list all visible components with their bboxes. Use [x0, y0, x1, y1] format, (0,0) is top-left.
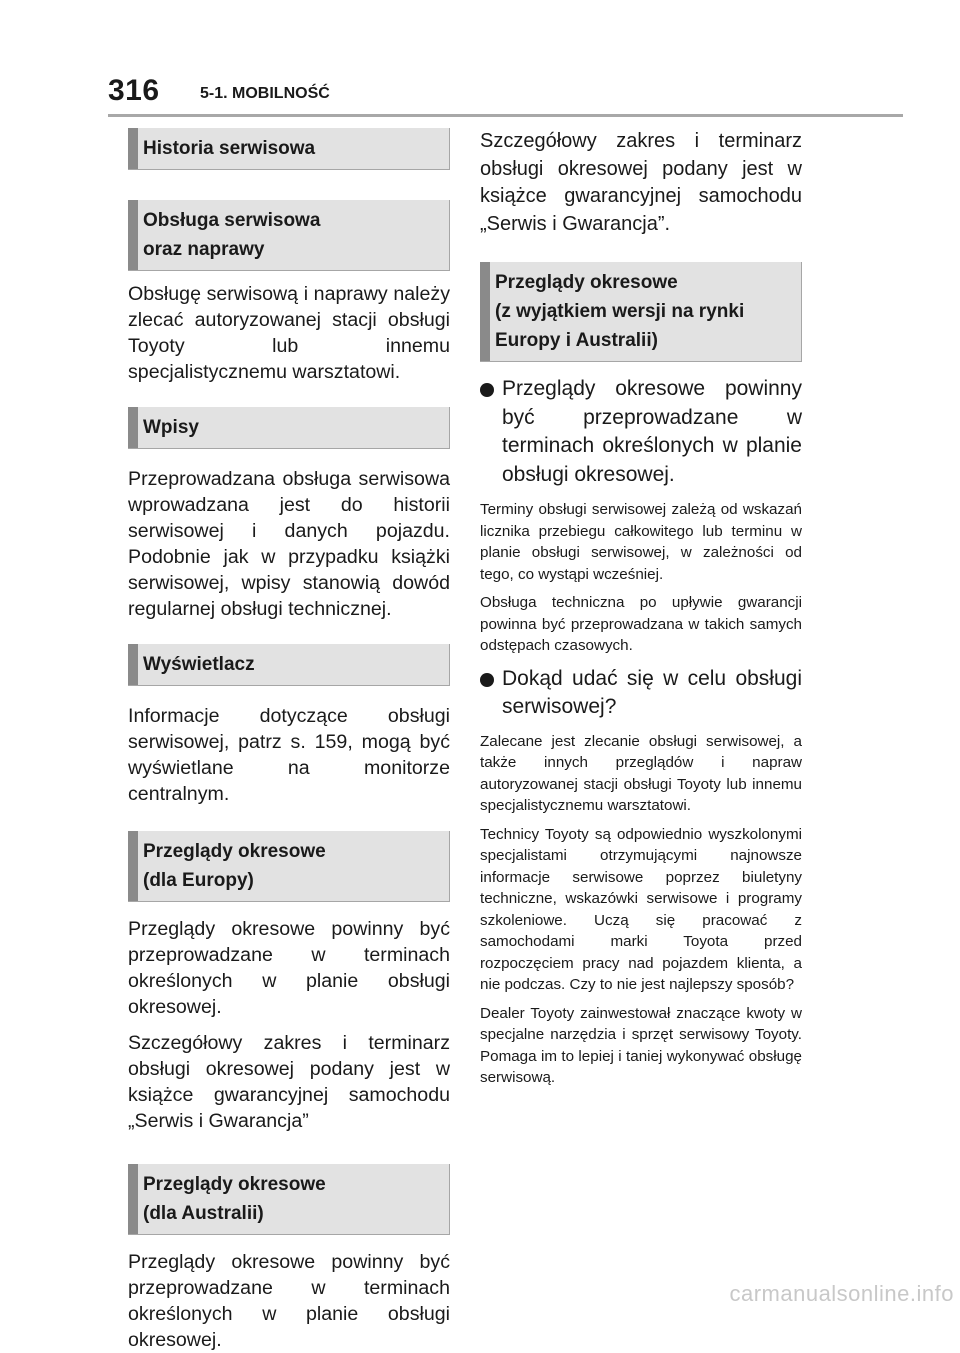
heading-line: (z wyjątkiem wersji na rynki	[495, 301, 745, 322]
section-heading-australia	[128, 1164, 450, 1235]
heading-line: oraz naprawy	[143, 239, 265, 260]
chapter-title: 5-1. MOBILNOŚĆ	[200, 85, 330, 102]
section-heading-obsluga	[128, 200, 450, 271]
bullet-text: Przeglądy okresowe powinny być przeprowadzane w terminach określonych w planie obsługi okresowej.	[502, 377, 802, 486]
heading-line: (dla Europy)	[143, 870, 254, 891]
paragraph: Przeprowadzana obsługa serwisowa wprowadzana jest do historii serwisowej i danych pojazdu. Podobnie jak w przypadku książki serwisowej, wpisy stanowią dowód regularnej obsługi technicznej.	[128, 468, 450, 620]
paragraph: Szczegółowy zakres i terminarz obsługi okresowej podany jest w książce gwarancyjnej samochodu „Serwis i Gwarancja”.	[480, 130, 802, 235]
paragraph: Przeglądy okresowe powinny być przeprowadzane w terminach określonych w planie obsługi okresowej.	[128, 1251, 450, 1351]
watermark: carmanualsonline.info	[729, 1281, 954, 1306]
paragraph: Szczegółowy zakres i terminarz obsługi okresowej podany jest w książce gwarancyjnej samochodu „Serwis i Gwarancja”	[128, 1032, 450, 1132]
paragraph: Przeglądy okresowe powinny być przeprowadzane w terminach określonych w planie obsługi okresowej.	[128, 918, 450, 1018]
bullet-item	[480, 665, 802, 722]
bullet-dot-icon	[480, 673, 494, 687]
section-heading-pozostale-rynki	[480, 262, 802, 362]
section-heading-historia: Historia serwisowa	[128, 128, 450, 170]
paragraph: Terminy obsługi serwisowej zależą od wskazań licznika przebiegu całkowitego lub terminu w planie obsługi serwisowej, w zależności od tego, co wystąpi wcześniej.	[480, 501, 802, 583]
right-column	[480, 128, 802, 1089]
bullet-dot-icon	[480, 383, 494, 397]
bullet-text: Dokąd udać się w celu obsługi serwisowej?	[502, 666, 802, 718]
section-heading-wyswietlacz: Wyświetlacz	[128, 644, 450, 686]
paragraph: Obsługę serwisową i naprawy należy zlecać autoryzowanej stacji obsługi Toyoty lub innemu specjalistycznemu warsztatowi.	[128, 283, 450, 383]
heading-line: Przeglądy okresowe	[143, 1174, 326, 1195]
heading-line: Przeglądy okresowe	[143, 841, 326, 862]
paragraph: Dealer Toyoty zainwestował znaczące kwoty w specjalne narzędzia i sprzęt serwisowy Toyoty. Pomaga im to lepiej i taniej wykonywać obsługę serwisową.	[480, 1004, 802, 1086]
left-column	[128, 128, 450, 1353]
paragraph: Informacje dotyczące obsługi serwisowej, patrz s. 159, mogą być wyświetlane na monitorze centralnym.	[128, 705, 450, 805]
header-rule	[108, 114, 903, 117]
heading-line: (dla Australii)	[143, 1203, 264, 1224]
heading-line: Europy i Australii)	[495, 330, 658, 351]
section-heading-wpisy: Wpisy	[128, 407, 450, 449]
paragraph: Zalecane jest zlecanie obsługi serwisowej, a także innych przeglądów i napraw autoryzowanej stacji obsługi Toyoty lub innemu specjalistycznemu warsztatowi.	[480, 732, 802, 814]
paragraph: Technicy Toyoty są odpowiednio wyszkolonymi specjalistami otrzymującymi najnowsze informacje serwisowe poprzez biuletyny techniczne, wskazówki serwisowe i programy szkoleniowe. Uczą się pracować z samochodami marki Toyota przed rozpoczęciem pracy nad pojazdem klienta, a nie podczas. Czy to nie jest najlepszy sposób?	[480, 825, 802, 993]
bullet-item	[480, 375, 802, 489]
heading-line: Przeglądy okresowe	[495, 272, 678, 293]
section-heading-europa	[128, 831, 450, 902]
page-number: 316	[108, 74, 160, 107]
heading-line: Obsługa serwisowa	[143, 210, 321, 231]
paragraph: Obsługa techniczna po upływie gwarancji powinna być przeprowadzana w takich samych odstępach czasowych.	[480, 594, 802, 654]
